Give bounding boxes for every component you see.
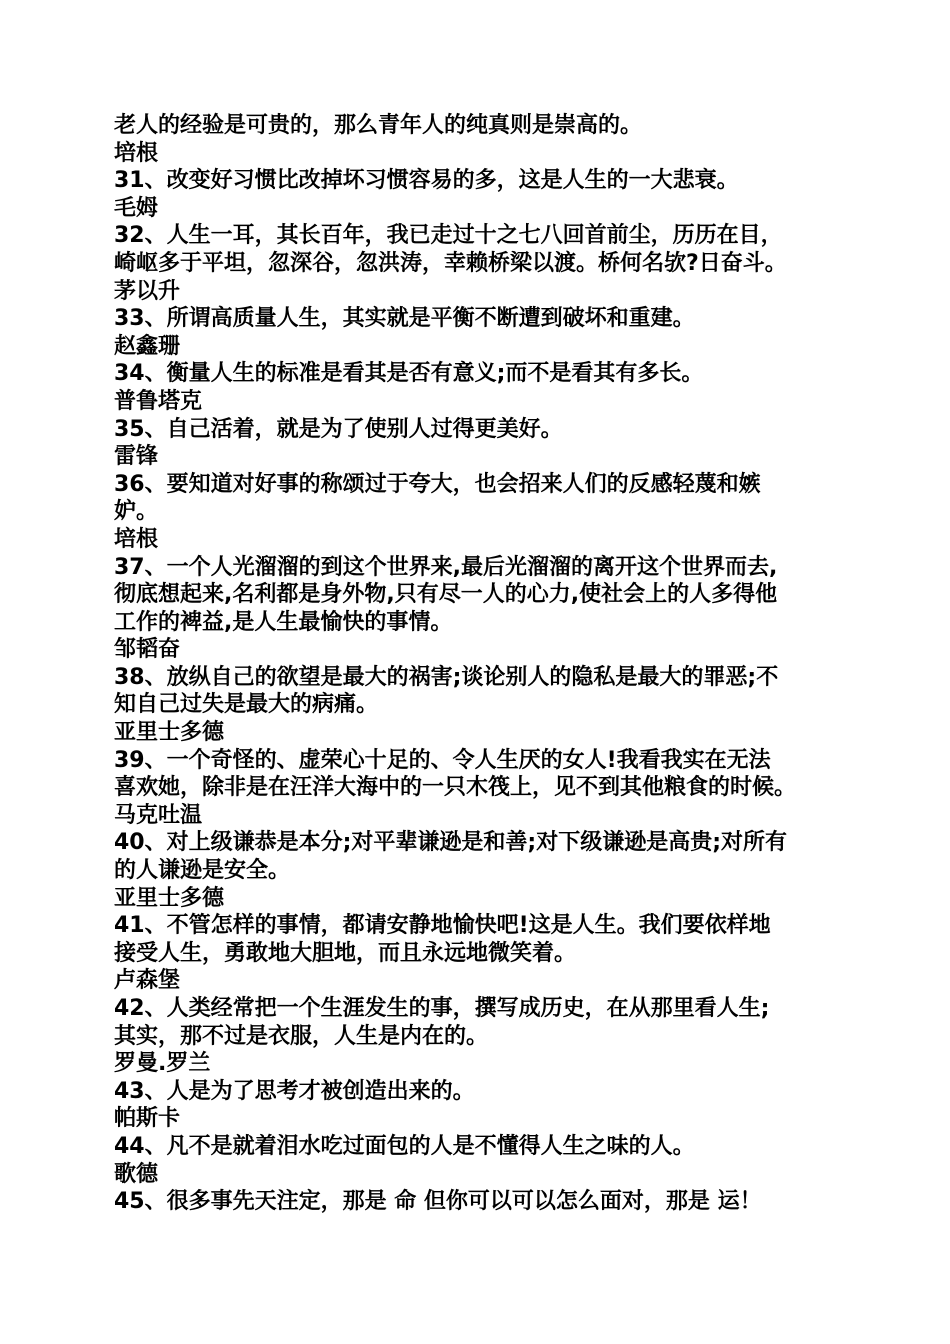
quote-line: 彻底想起来,名利都是身外物,只有尽一人的心力,使社会上的人多得他 — [114, 582, 778, 608]
author-line: 培根 — [114, 140, 159, 166]
author-line: 帕斯卡 — [114, 1106, 181, 1132]
quote-line: 45、很多事先天注定，那是 命 但你可以可以怎么面对，那是 运！ — [114, 1189, 762, 1215]
quote-line: 工作的裨益,是人生最愉快的事情。 — [114, 609, 453, 635]
quote-line: 接受人生，勇敢地大胆地，而且永远地微笑着。 — [114, 940, 577, 966]
quote-line: 34、衡量人生的标准是看其是否有意义;而不是看其有多长。 — [114, 361, 704, 387]
author-line: 邹韬奋 — [114, 637, 181, 663]
quote-line: 39、一个奇怪的、虚荣心十足的、令人生厌的女人!我看我实在无法 — [114, 747, 771, 773]
text-line: 老人的经验是可贵的，那么青年人的纯真则是崇高的。 — [114, 113, 643, 138]
quote-line: 38、放纵自己的欲望是最大的祸害;谈论别人的隐私是最大的罪恶;不 — [114, 664, 779, 690]
author-line: 亚里士多德 — [114, 885, 225, 911]
quote-line: 31、改变好习惯比改掉坏习惯容易的多，这是人生的一大悲衰。 — [114, 168, 739, 194]
quote-line: 35、自己活着，就是为了使别人过得更美好。 — [114, 416, 563, 442]
author-line: 马克吐温 — [114, 802, 203, 828]
author-line: 罗曼.罗兰 — [114, 1051, 211, 1077]
document-body — [114, 112, 854, 1216]
quote-line: 32、人生一耳，其长百年，我已走过十之七八回首前尘，历历在目， — [114, 223, 783, 249]
quote-line: 44、凡不是就着泪水吃过面包的人是不懂得人生之味的人。 — [114, 1133, 695, 1159]
author-line: 茅以升 — [114, 278, 181, 304]
quote-line: 40、对上级谦恭是本分;对平辈谦逊是和善;对下级谦逊是高贵;对所有 — [114, 830, 788, 856]
author-line: 培根 — [114, 526, 159, 552]
author-line: 卢森堡 — [114, 968, 181, 994]
quote-line: 37、一个人光溜溜的到这个世界来,最后光溜溜的离开这个世界而去, — [114, 554, 778, 580]
quote-line: 妒。 — [114, 499, 159, 525]
author-line: 雷锋 — [114, 444, 159, 470]
quote-line: 36、要知道对好事的称颂过于夸大，也会招来人们的反感轻蔑和嫉 — [114, 471, 761, 497]
quote-line: 喜欢她，除非是在汪洋大海中的一只木筏上，见不到其他粮食的时候。 — [114, 775, 797, 801]
quote-line: 33、所谓高质量人生，其实就是平衡不断遭到破坏和重建。 — [114, 306, 695, 332]
author-line: 普鲁塔克 — [114, 388, 203, 414]
quote-line: 的人谦逊是安全。 — [114, 858, 291, 884]
author-line: 歌德 — [114, 1161, 159, 1187]
quote-line: 43、人是为了思考才被创造出来的。 — [114, 1078, 475, 1104]
quote-line: 知自己过失是最大的病痛。 — [114, 692, 379, 718]
author-line: 毛姆 — [114, 195, 159, 221]
quote-line: 其实，那不过是衣服，人生是内在的。 — [114, 1023, 489, 1049]
quote-line: 41、不管怎样的事情，都请安静地愉快吧!这是人生。我们要依样地 — [114, 913, 771, 939]
quote-line: 42、人类经常把一个生涯发生的事，撰写成历史，在从那里看人生; — [114, 996, 770, 1021]
author-line: 赵鑫珊 — [114, 333, 181, 359]
author-line: 亚里士多德 — [114, 720, 225, 746]
quote-line: 崎岖多于平坦，忽深谷，忽洪涛，幸赖桥梁以渡。桥何名欤?日奋斗。 — [114, 250, 787, 276]
